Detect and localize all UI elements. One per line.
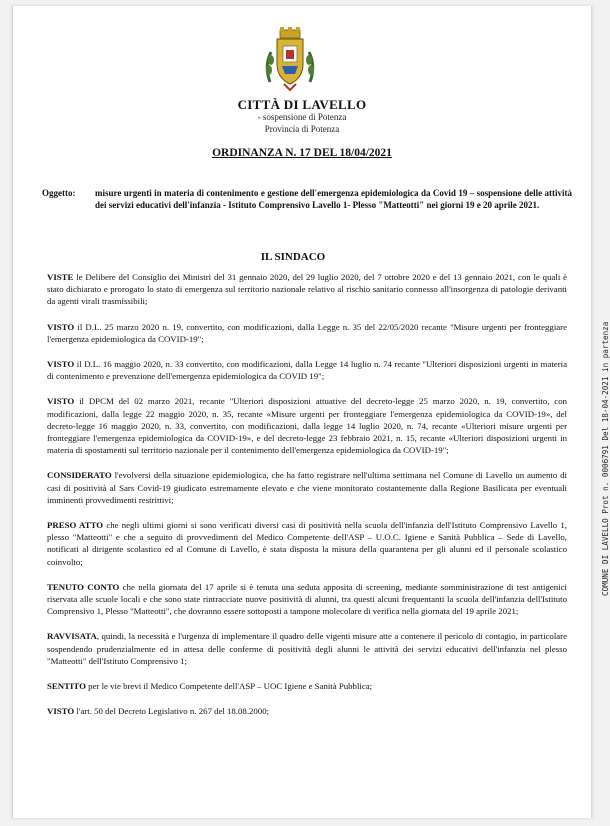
- oggetto-label: Oggetto:: [42, 188, 76, 198]
- paragraph-lead: VISTO: [47, 706, 75, 717]
- province-name: Provincia di Potenza: [264, 124, 340, 134]
- paragraph-visto-dl33: [47, 358, 567, 382]
- paragraph-visto-dpcm: [47, 395, 567, 456]
- document-body: [47, 271, 567, 730]
- paragraph-text: che negli ultimi giorni si sono verificati diversi casi di positività nella scuola dell'infanzia dell'Istituto Comprensivo Lavello 1, plesso "Matteotti" e che a seguito di provvedimenti del Medico Competente dell'ASP – U.O.C. Igiene e Sanità Pubblica – Sede di Lavello, notificati al dirigente scolastico ed al Comune di Lavello, è stata disposta la misura della quarantena per gli alunni ed il personale scolastico coinvolto;: [47, 520, 567, 567]
- paragraph-lead: VISTO: [47, 321, 75, 332]
- paragraph-text: , quindi, la necessità e l'urgenza di implementare il quadro delle vigenti misure atte a contenere il pericolo di contagio, in particolare sospendendo prudenzialmente ed in attesa delle conferme di positività degli alunni le attività dei servizi educativi dell'infanzia nel plesso "Matteotti" dell'Istituto Comprensivo 1;: [47, 631, 567, 666]
- paragraph-text: il D.L. 16 maggio 2020, n. 33 convertito, con modificazioni, dalla Legge 14 luglio n. 74 recante "Ulteriori disposizioni urgenti in materia di contenimento e prevenzione dell'emergenza epidemiologica da COVID 19";: [47, 359, 567, 382]
- paragraph-tenuto-conto: [47, 581, 567, 618]
- paragraph-lead: TENUTO CONTO: [47, 581, 120, 592]
- paragraph-text: il DPCM del 02 marzo 2021, recante "Ulteriori disposizioni attuative del decreto-legge 25 marzo 2020, n. 19, convertito, con modificazioni, dalla legge 22 maggio 2020, n. 35, recante «Misure urgenti per fronteggiare l'emergenza epidemiologica da COVID-19», del decreto-legge 16 maggio 2020, n. 33, convertito, con modificazioni, dalla legge 14 luglio 2020, n. 74, recante «Ulteriori misure urgenti per fronteggiare l'emergenza epidemiologica da COVID-19», e del decreto-legge 23 febbraio 2021, n. 15, recante «Ulteriori disposizioni urgenti in materia di spostamenti sul territorio nazionale per il contenimento dell'emergenza epidemiologica da COVID-19";: [47, 396, 567, 456]
- city-subline: - sospensione di Potenza: [257, 112, 347, 122]
- ordinance-title: ORDINANZA N. 17 DEL 18/04/2021: [212, 147, 392, 159]
- paragraph-text: il D.L. 25 marzo 2020 n. 19, convertito, con modificazioni, dalla Legge n. 35 del 22/05/2020 recante "Misure urgenti per fronteggiare l'emergenza epidemiologica da COVID-19";: [47, 321, 567, 344]
- protocol-stamp: COMUNE DI LAVELLO Prot n. 0006791 Del 18-04-2021 in partenza: [601, 321, 610, 596]
- document-page: [12, 6, 610, 818]
- paragraph-text: per le vie brevi il Medico Competente dell'ASP – UOC Igiene e Sanità Pubblica;: [85, 681, 373, 692]
- city-crest-emblem: [262, 26, 318, 96]
- paragraph-considerato: [47, 469, 567, 506]
- paragraph-ravvisata: [47, 630, 567, 667]
- paragraph-lead: VISTO: [47, 396, 75, 407]
- paragraph-sentito: [47, 680, 567, 692]
- paragraph-lead: VISTE: [47, 272, 74, 282]
- paragraph-text: l'art. 50 del Decreto Legislativo n. 267 del 18.08.2000;: [74, 706, 270, 717]
- paragraph-lead: VISTO: [47, 359, 75, 370]
- paragraph-viste: [47, 271, 567, 308]
- paragraph-lead: CONSIDERATO: [47, 470, 112, 481]
- paragraph-lead: SENTITO: [47, 681, 86, 692]
- paragraph-lead: RAVVISATA: [47, 631, 97, 642]
- paragraph-visto-dl19: [47, 321, 567, 345]
- paragraph-visto-dlgs: [47, 705, 567, 717]
- oggetto-text: misure urgenti in materia di contenimento e gestione dell'emergenza epidemiologica da Covid 19 – sospensione delle attività dei servizi educativi dell'infanzia - Istituto Comprensivo Lavello 1- Plesso "Matteotti" nei giorni 19 e 20 aprile 2021.: [95, 188, 572, 211]
- paragraph-lead: PRESO ATTO: [47, 520, 104, 531]
- paragraph-text: le Delibere del Consiglio dei Ministri del 31 gennaio 2020, del 29 luglio 2020, del 7 ottobre 2020 e del 13 gennaio 2021, con le quali è stato dichiarato e prorogato lo stato di emergenza sul territorio nazionale relativo al rischio sanitario connesso all'insorgenza di patologie derivanti da agenti virali trasmissibili;: [47, 272, 567, 307]
- city-name: CITTÀ DI LAVELLO: [237, 97, 367, 112]
- paragraph-text: l'evolversi della situazione epidemiologica, che ha fatto registrare nell'ultima settimana nel Comune di Lavello un aumento di casi di positività al Sars Covid-19 giudicato estremamente elevato e che viene monitorato costantemente dalla Regione Basilicata per eventuali imminenti provvedimenti restrittivi;: [47, 470, 567, 505]
- paragraph-text: che nella giornata del 17 aprile si è tenuta una seduta apposita di screening, mediante somministrazione di test antigenici riservata alle scuole locali e che sono state rintracciate nuove positività di alunni, tra questi alcuni frequentanti la scuola dell'infanzia dell'Istituto Comprensivo 1, Plesso "Matteotti", che dovranno essere sottoposti a tampone molecolare di verifica nella giornata del 19 aprile 2021;: [47, 581, 567, 617]
- section-heading: IL SINDACO: [260, 251, 326, 263]
- oggetto-block: [42, 187, 572, 212]
- paragraph-preso-atto: [47, 519, 567, 568]
